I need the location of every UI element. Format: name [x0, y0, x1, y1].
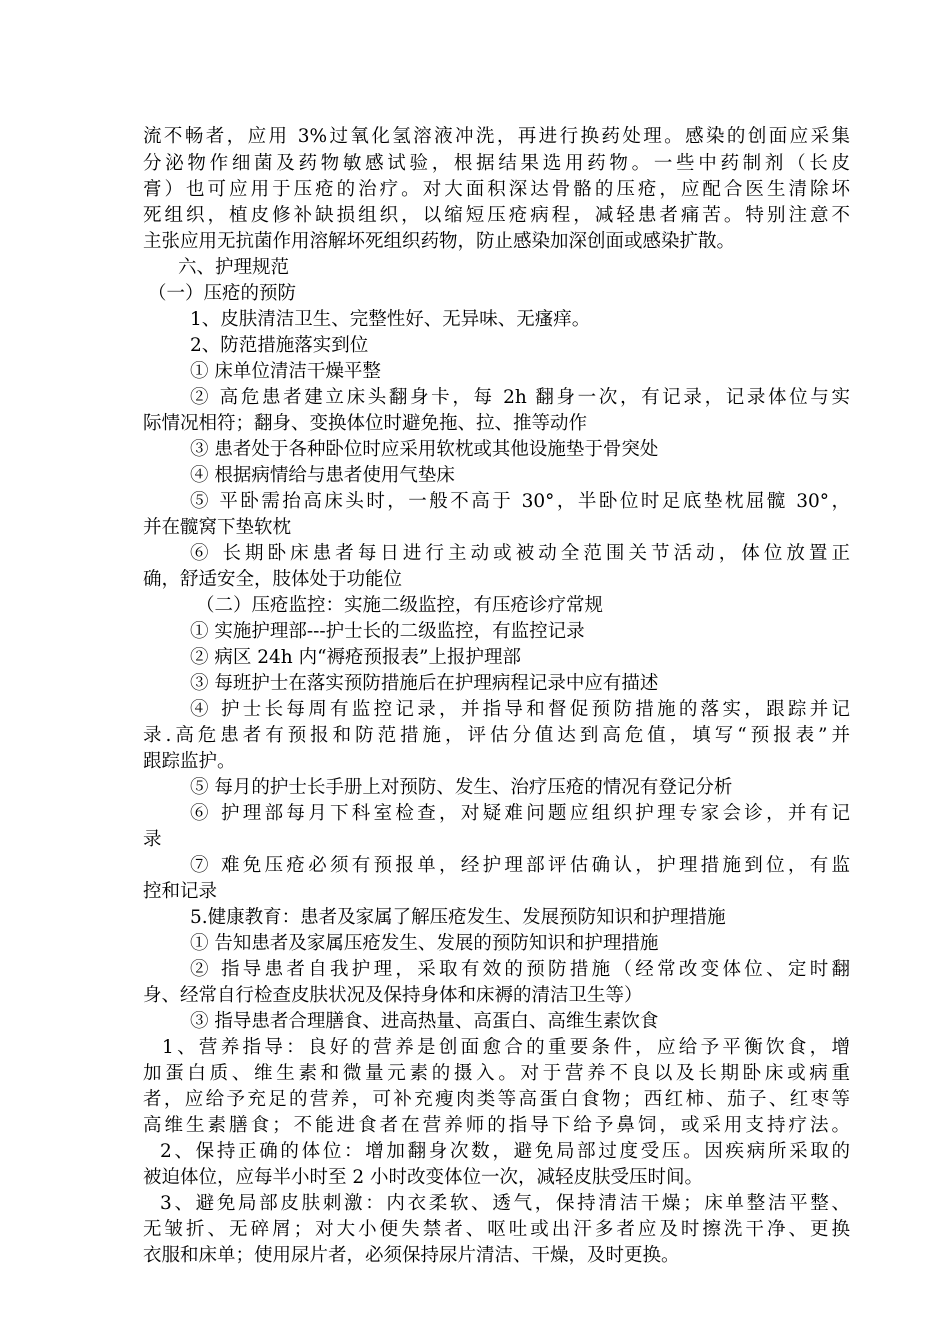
subsection-heading: 5.健康教育：患者及家属了解压疮发生、发展预防知识和护理措施 [190, 907, 726, 928]
text-line: 死组织，植皮修补缺损组织，以缩短压疮病程，减轻患者痛苦。特别注意不 [143, 205, 850, 226]
paragraph-start: 2、保持正确的体位：增加翻身次数，避免局部过度受压。因疾病所采取的 [160, 1141, 850, 1162]
text-line: 控和记录 [143, 881, 218, 902]
text-line: 无皱折、无碎屑；对大小便失禁者、呕吐或出汗多者应及时擦洗干净、更换 [143, 1219, 850, 1240]
list-item: ② 高危患者建立床头翻身卡，每 2h 翻身一次，有记录，记录体位与实 [190, 387, 850, 408]
text-line: 身、经常自行检查皮肤状况及保持身体和床褥的清洁卫生等） [143, 985, 643, 1006]
list-item: ④ 根据病情给与患者使用气垫床 [190, 465, 455, 486]
subsection-heading: （一）压疮的预防 [148, 283, 297, 304]
list-item: ⑦ 难免压疮必须有预报单，经护理部评估确认，护理措施到位，有监 [190, 855, 850, 876]
text-line: 际情况相符；翻身、变换体位时避免拖、拉、推等动作 [143, 413, 588, 434]
text-line: 跟踪监护。 [143, 751, 236, 772]
text-line: 录 [143, 829, 162, 850]
list-item: ③ 指导患者合理膳食、进高热量、高蛋白、高维生素饮食 [190, 1011, 659, 1032]
text-line: 高维生素膳食；不能进食者在营养师的指导下给予鼻饲，或采用支持疗法。 [143, 1115, 850, 1136]
list-item: ③ 患者处于各种卧位时应采用软枕或其他设施垫于骨突处 [190, 439, 659, 460]
paragraph-start: 3、避免局部皮肤刺激：内衣柔软、透气，保持清洁干燥；床单整洁平整、 [160, 1193, 850, 1214]
text-line: 确，舒适安全，肢体处于功能位 [143, 569, 403, 590]
text-line: 衣服和床单；使用尿片者，必须保持尿片清洁、干燥，及时更换。 [143, 1245, 680, 1266]
list-item: ① 告知患者及家属压疮发生、发展的预防知识和护理措施 [190, 933, 659, 954]
text-line: 流不畅者，应用 3%过氧化氢溶液冲洗，再进行换药处理。感染的创面应采集 [143, 126, 850, 147]
list-item: ① 实施护理部---护士长的二级监控，有监控记录 [190, 621, 585, 642]
text-line: 者，应给予充足的营养，可补充瘦肉类等高蛋白食物；西红柿、茄子、红枣等 [143, 1089, 850, 1110]
text-line: 加蛋白质、维生素和微量元素的摄入。对于营养不良以及长期卧床或病重 [143, 1063, 850, 1084]
text-line: 并在髋窝下垫软枕 [143, 517, 292, 538]
list-item: ⑤ 平卧需抬高床头时，一般不高于 30°，半卧位时足底垫枕屈髋 30°， [190, 491, 850, 512]
list-item: ③ 每班护士在落实预防措施后在护理病程记录中应有描述 [190, 673, 659, 694]
section-heading: 六、护理规范 [178, 257, 290, 278]
list-item: ⑥ 护理部每月下科室检查，对疑难问题应组织护理专家会诊，并有记 [190, 803, 850, 824]
list-item: ① 床单位清洁干燥平整 [190, 361, 381, 382]
list-item: ④ 护士长每周有监控记录，并指导和督促预防措施的落实，跟踪并记 [190, 699, 850, 720]
list-item: 2、防范措施落实到位 [190, 335, 369, 356]
paragraph-start: 1、营养指导：良好的营养是创面愈合的重要条件，应给予平衡饮食，增 [162, 1037, 850, 1058]
text-line: 膏）也可应用于压疮的治疗。对大面积深达骨骼的压疮，应配合医生清除坏 [143, 179, 850, 200]
list-item: ⑤ 每月的护士长手册上对预防、发生、治疗压疮的情况有登记分析 [190, 777, 733, 798]
list-item: ② 病区 24h 内“褥疮预报表”上报护理部 [190, 647, 522, 668]
list-item: ⑥ 长期卧床患者每日进行主动或被动全范围关节活动，体位放置正 [190, 543, 850, 564]
text-line: 被迫体位，应每半小时至 2 小时改变体位一次，减轻皮肤受压时间。 [143, 1167, 704, 1188]
text-line: 分泌物作细菌及药物敏感试验，根据结果选用药物。一些中药制剂（长皮 [143, 153, 850, 174]
text-line: 录.高危患者有预报和防范措施，评估分值达到高危值，填写“预报表”并 [143, 725, 850, 746]
list-item: 1、皮肤清洁卫生、完整性好、无异味、无瘙痒。 [190, 309, 591, 330]
subsection-heading: （二）压疮监控：实施二级监控，有压疮诊疗常规 [196, 595, 604, 616]
text-line: 主张应用无抗菌作用溶解坏死组织药物，防止感染加深创面或感染扩散。 [143, 231, 736, 252]
list-item: ② 指导患者自我护理，采取有效的预防措施（经常改变体位、定时翻 [190, 959, 850, 980]
